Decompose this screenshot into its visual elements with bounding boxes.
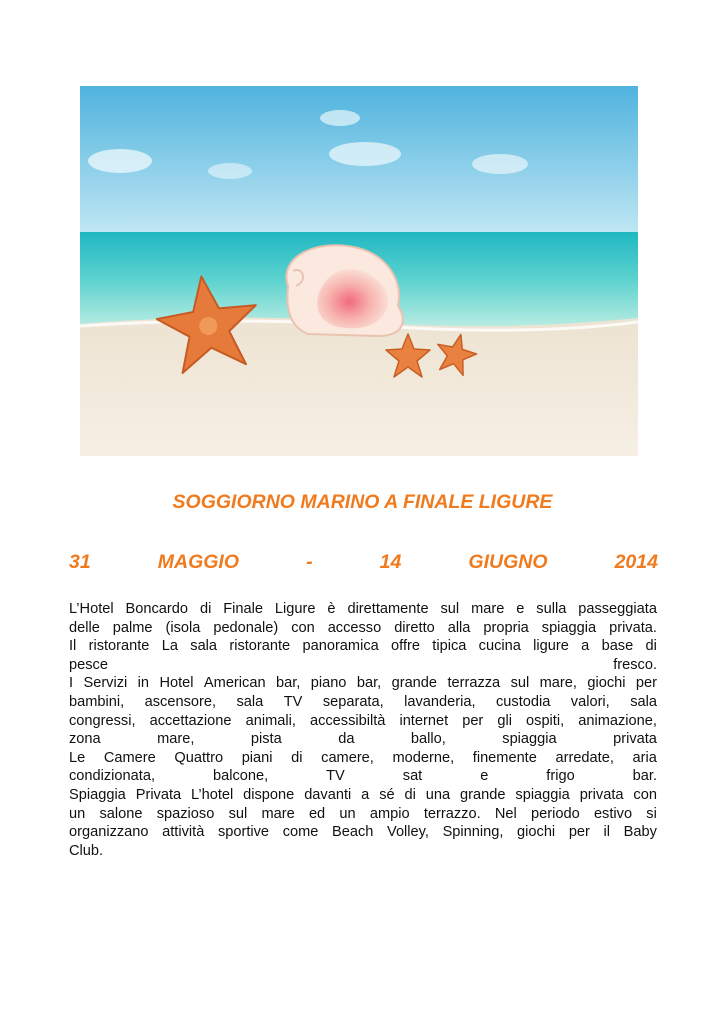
word: Beach <box>332 824 374 841</box>
date-day-end: 14 <box>379 551 402 573</box>
word: ballo, <box>410 731 446 748</box>
word: alla <box>447 619 471 636</box>
word: I <box>69 675 74 692</box>
word: con <box>291 619 315 636</box>
word: tipica <box>432 638 467 655</box>
text-line <box>69 842 657 861</box>
word: accessibiltà <box>309 712 386 729</box>
word: con <box>633 786 657 803</box>
word: salone <box>99 805 143 822</box>
word: Ligure <box>274 601 316 617</box>
word: passeggiata <box>578 601 657 617</box>
word: animazione, <box>578 712 657 729</box>
word: di <box>404 786 416 803</box>
word: American <box>203 675 266 692</box>
word: arredate, <box>555 749 614 766</box>
text-line <box>69 656 657 675</box>
word: L’hotel <box>191 786 234 803</box>
word: una <box>425 786 451 803</box>
word: Camere <box>103 749 156 766</box>
word: zona <box>69 731 101 748</box>
word: Club. <box>69 842 104 859</box>
date-year: 2014 <box>614 551 658 573</box>
word: (isola <box>165 619 201 636</box>
word: per <box>635 675 657 692</box>
word: sala <box>236 693 264 710</box>
word: lavanderia, <box>404 693 476 710</box>
word: di <box>291 749 303 766</box>
date-month-end: GIUGNO <box>468 551 548 573</box>
word: panoramica <box>302 638 379 655</box>
word: spazioso <box>156 805 215 822</box>
word: base <box>601 638 634 655</box>
text-line <box>69 637 657 656</box>
word: grande <box>391 675 438 692</box>
word: balcone, <box>212 768 269 785</box>
word: per <box>568 824 590 841</box>
word: Le <box>69 749 86 766</box>
word: bambini, <box>69 693 125 710</box>
word: da <box>338 731 355 748</box>
word: sul <box>228 805 248 822</box>
word: ligure <box>533 638 569 655</box>
word: privata <box>579 786 624 803</box>
word: offre <box>391 638 420 655</box>
word: privata. <box>609 619 657 636</box>
word: L’Hotel <box>69 601 114 617</box>
word: a <box>361 786 370 803</box>
date-month-start: MAGGIO <box>157 551 240 573</box>
word: Spiaggia <box>69 786 126 803</box>
word: cucina <box>478 638 521 655</box>
word: di <box>199 601 212 617</box>
word: dispone <box>243 786 295 803</box>
word: aria <box>632 749 657 766</box>
word: internet <box>399 712 449 729</box>
word: delle <box>69 619 100 636</box>
word: Finale <box>223 601 263 617</box>
word: organizzano <box>69 824 149 841</box>
word: per <box>462 712 484 729</box>
word: Il <box>69 638 77 655</box>
word: Hotel <box>159 675 194 692</box>
word: sat <box>402 768 423 785</box>
word: periodo <box>531 805 580 822</box>
word: giochi <box>587 675 626 692</box>
text-line <box>69 712 657 731</box>
text-line <box>69 749 657 768</box>
word: e <box>480 768 489 785</box>
word: ascensore, <box>144 693 217 710</box>
text-line <box>69 600 657 619</box>
word: Quattro <box>174 749 224 766</box>
word: un <box>339 805 356 822</box>
word: sul <box>510 675 530 692</box>
word: davanti <box>304 786 352 803</box>
word: pedonale) <box>213 619 279 636</box>
word: privata <box>613 731 657 748</box>
word: di <box>645 638 657 655</box>
word: il <box>603 824 611 841</box>
word: moderne, <box>392 749 455 766</box>
word: separata, <box>322 693 384 710</box>
word: congressi, <box>69 712 136 729</box>
word: spiaggia <box>515 786 570 803</box>
word: Spinning, <box>442 824 504 841</box>
word: mare, <box>157 731 195 748</box>
word: valori, <box>570 693 610 710</box>
word: mare <box>471 601 505 617</box>
text-line <box>69 823 657 842</box>
word: La <box>161 638 178 655</box>
word: direttamente <box>347 601 429 617</box>
beach-starfish-shell-image <box>80 86 638 456</box>
word: sé <box>379 786 395 803</box>
word: animali, <box>245 712 296 729</box>
word: diretto <box>394 619 435 636</box>
beach-photo <box>80 86 638 456</box>
word: piano <box>310 675 347 692</box>
word: pesce <box>69 656 108 673</box>
word: giochi <box>517 824 556 841</box>
word: ed <box>308 805 326 822</box>
word: custodia <box>495 693 551 710</box>
word: Volley, <box>387 824 429 841</box>
word: terrazza <box>447 675 501 692</box>
word: propria <box>483 619 529 636</box>
word: fresco. <box>613 656 657 673</box>
word: sul <box>440 601 460 617</box>
word: frigo <box>546 768 575 785</box>
word: Baby <box>623 824 657 841</box>
word: sportive <box>217 824 270 841</box>
word: spiaggia <box>502 731 557 748</box>
word: un <box>69 805 86 822</box>
word: e <box>516 601 525 617</box>
word: accesso <box>327 619 382 636</box>
word: estivo <box>593 805 633 822</box>
date-separator: - <box>306 551 313 573</box>
text-line <box>69 805 657 824</box>
text-line <box>69 619 657 638</box>
word: come <box>282 824 319 841</box>
word: in <box>137 675 150 692</box>
word: ospiti, <box>526 712 565 729</box>
date-day-start: 31 <box>69 551 91 573</box>
word: palme <box>112 619 153 636</box>
word: a <box>581 638 590 655</box>
word: ristorante <box>88 638 150 655</box>
word: mare, <box>539 675 577 692</box>
text-line <box>69 730 657 749</box>
word: Privata <box>135 786 182 803</box>
word: è <box>327 601 336 617</box>
word: pista <box>250 731 282 748</box>
word: si <box>646 805 657 822</box>
word: sala <box>630 693 657 710</box>
word: Servizi <box>83 675 128 692</box>
word: Boncardo <box>125 601 189 617</box>
description-text <box>69 600 657 860</box>
word: gli <box>497 712 512 729</box>
word: condizionata, <box>69 768 156 785</box>
text-line <box>69 767 657 786</box>
word: ampio <box>369 805 410 822</box>
word: Nel <box>494 805 517 822</box>
word: finemente <box>472 749 537 766</box>
word: sulla <box>536 601 567 617</box>
word: TV <box>283 693 303 710</box>
word: bar, <box>356 675 382 692</box>
word: accettazione <box>149 712 232 729</box>
text-line <box>69 693 657 712</box>
word: camere, <box>321 749 374 766</box>
word: piani <box>241 749 273 766</box>
word: TV <box>326 768 345 785</box>
word: terrazzo. <box>423 805 481 822</box>
date-range <box>69 551 658 574</box>
word: bar, <box>275 675 301 692</box>
word: ristorante <box>229 638 291 655</box>
word: attività <box>162 824 205 841</box>
page-title: SOGGIORNO MARINO A FINALE LIGURE <box>172 491 553 513</box>
word: mare <box>261 805 295 822</box>
word: spiaggia <box>541 619 597 636</box>
text-line <box>69 674 657 693</box>
word: grande <box>460 786 506 803</box>
text-line <box>69 786 657 805</box>
word: sala <box>190 638 218 655</box>
word: bar. <box>632 768 657 785</box>
